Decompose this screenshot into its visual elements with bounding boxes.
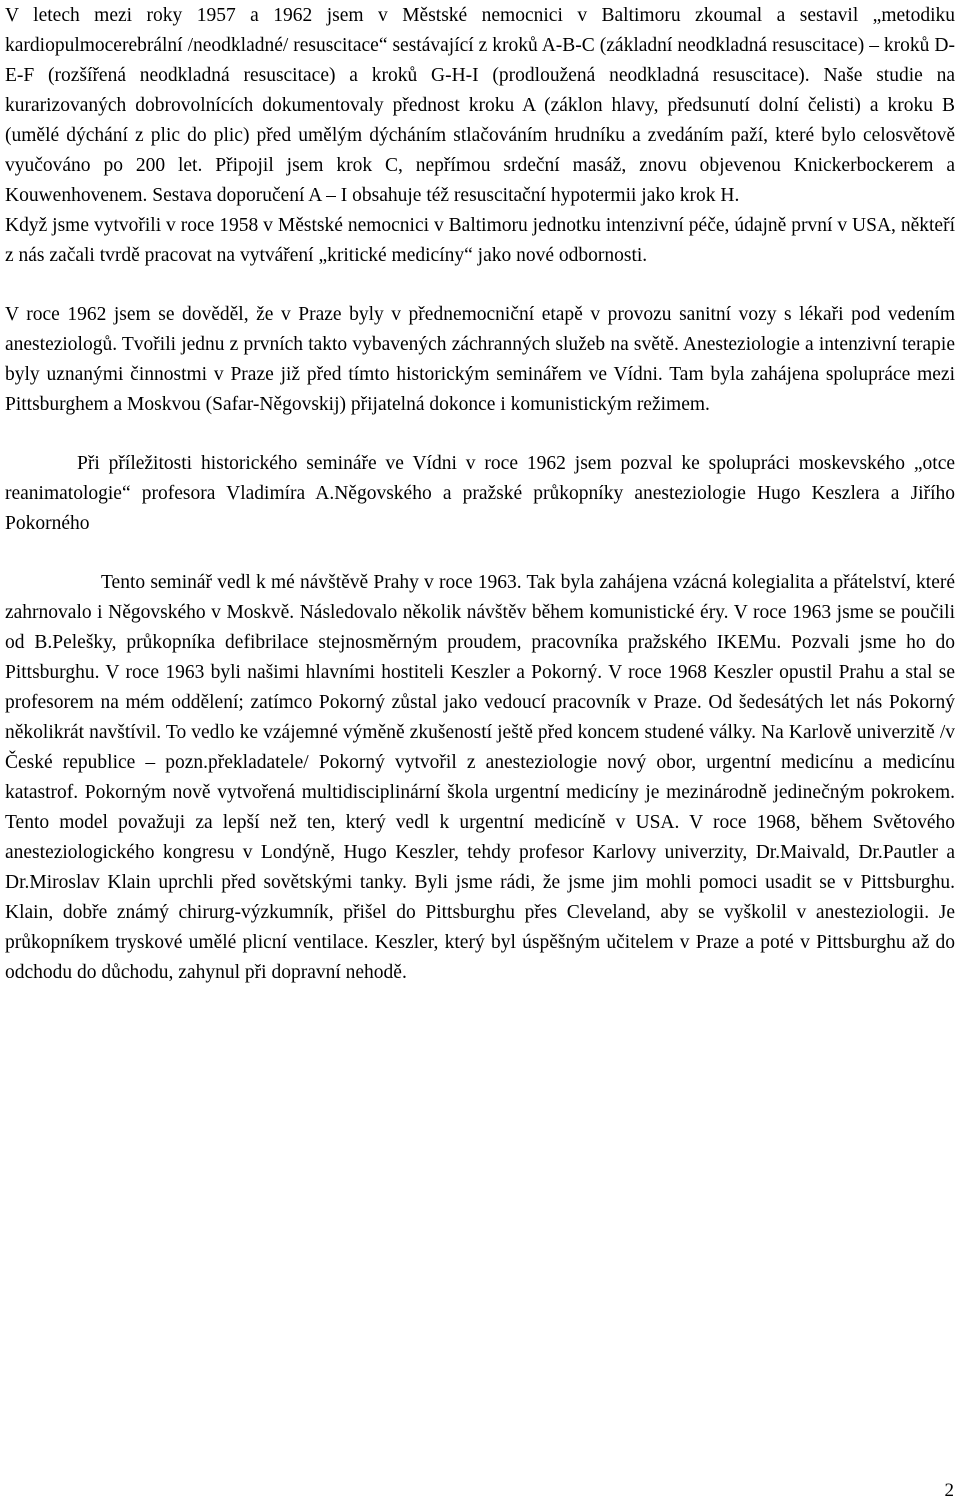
paragraph-gap bbox=[5, 420, 955, 449]
paragraph-intensive-care-unit: Když jsme vytvořili v roce 1958 v Městské nemocnici v Baltimoru jednotku intenzivní péče, údajně první v USA, někteří z nás začali tvrdě pracovat na vytváření „kritické medicíny“ jako nové odbornosti. bbox=[5, 215, 955, 266]
paragraph-gap bbox=[5, 539, 955, 568]
paragraph-vienna-seminar: Při příležitosti historického semináře ve Vídni v roce 1962 jsem pozval ke spolupráci moskevského „otce reanimatologie“ profesora Vladimíra A.Něgovského a pražské průkopníky anesteziologie Hugo Keszlera a Jiřího Pokorného bbox=[5, 453, 955, 534]
paragraph-prague-visit: Tento seminář vedl k mé návštěvě Prahy v roce 1963. Tak byla zahájena vzácná kolegialita a přátelství, které zahrnovalo i Něgovského v Moskvě. Následovalo několik návštěv během komunistické éry. V roce 1963 jsme se poučili od B.Pelešky, průkopníka defibrilace stejnosměrným proudem, pracovníka pražského IKEMu. Pozvali jsme ho do Pittsburghu. V roce 1963 byli našimi hlavními hostiteli Keszler a Pokorný. V roce 1968 Keszler opustil Prahu a stal se profesorem na mém oddělení; zatímco Pokorný zůstal jako vedoucí pracovník v Praze. Od šedesátých let nás Pokorný několikrát navštívil. To vedlo ke vzájemné výměně zkušeností ještě před koncem studené války. Na Karlově univerzitě /v České republice – pozn.překladatele/ Pokorný vytvořil z anesteziologie nový obor, urgentní medicínu a medicínu katastrof. Pokorným nově vytvořená multidisciplinární škola urgentní medicíny je mezinárodně jedinečným pokrokem. Tento model považuji za lepší než ten, který vedl k urgentní medicíně v USA. V roce 1968, během Světového anesteziologického kongresu v Londýně, Hugo Keszler, tehdy profesor Karlovy univerzity, Dr.Maivald, Dr.Pautler a Dr.Miroslav Klain uprchli před sovětskými tanky. Byli jsme rádi, že jsme jim mohli pomoci usadit se v Pittsburghu. Klain, dobře známý chirurg-výzkumník, přišel do Pittsburghu přes Cleveland, aby se vyškolil v anesteziologii. Je průkopníkem tryskové umělé plicní ventilace. Keszler, který byl úspěšným učitelem v Praze a poté v Pittsburghu až do odchodu do důchodu, zahynul při dopravní nehodě. bbox=[5, 572, 955, 983]
paragraph-gap bbox=[5, 271, 955, 300]
document-body bbox=[5, 1, 955, 988]
paragraph-resuscitation-methodology: V letech mezi roky 1957 a 1962 jsem v Městské nemocnici v Baltimoru zkoumal a sestavil „metodiku kardiopulmocerebrální /neodkladné/ resuscitace“ sestávající z kroků A-B-C (základní neodkladná resuscitace) – kroků D-E-F (rozšířená neodkladná resuscitace) a kroků G-H-I (prodloužená neodkladná resuscitace). Naše studie na kurarizovaných dobrovolnících dokumentovaly přednost kroku A (záklon hlavy, předsunutí dolní čelisti) a kroku B (umělé dýchání z plic do plic) před umělým dýcháním stlačováním hrudníku a zvedáním paží, které bylo celosvětově vyučováno po 200 let. Připojil jsem krok C, nepřímou srdeční masáž, znovu objevenou Knickerbockerem a Kouwenhovenem. Sestava doporučení A – I obsahuje též resuscitační hypotermii jako krok H. bbox=[5, 5, 955, 206]
page-number: 2 bbox=[944, 1480, 954, 1501]
paragraph-prague-ambulances: V roce 1962 jsem se dověděl, že v Praze byly v přednemocniční etapě v provozu sanitní vozy s lékaři pod vedením anesteziologů. Tvořili jednu z prvních takto vybavených záchranných služeb na světě. Anesteziologie a intenzivní terapie byly uznanými činnostmi v Praze již před tímto historickým seminářem ve Vídni. Tam byla zahájena spolupráce mezi Pittsburghem a Moskvou (Safar-Něgovskij) přijatelná dokonce i komunistickým režimem. bbox=[5, 304, 955, 415]
